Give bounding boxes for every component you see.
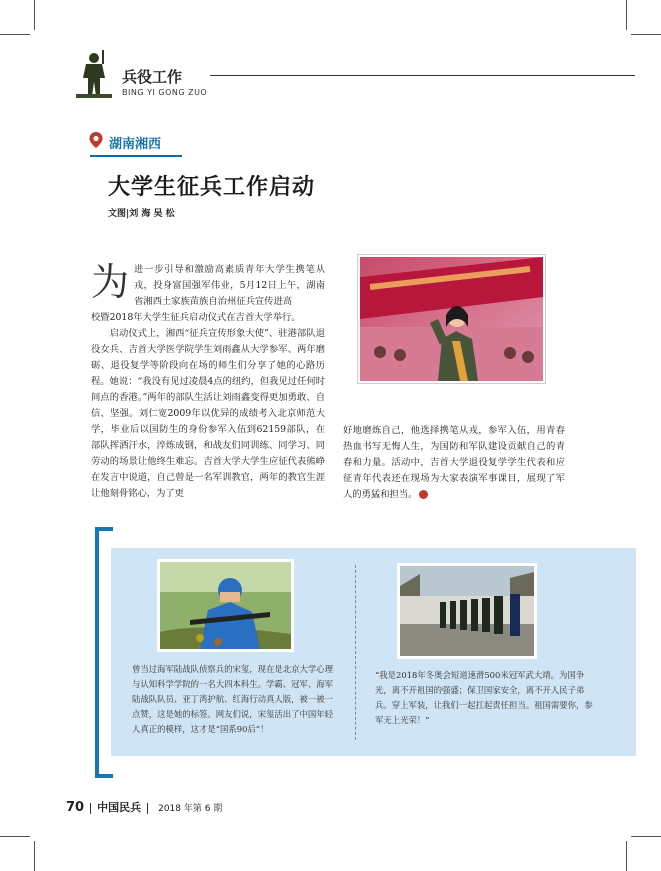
photo-salute [358, 255, 545, 383]
panel-divider [355, 565, 356, 740]
photo-salute-image [360, 257, 543, 381]
crop-mark [0, 34, 30, 35]
crop-mark [34, 0, 35, 30]
crop-mark [34, 841, 35, 871]
caption-right: “我是2018年冬奥会短道速滑500米冠军武大靖。为国争光，离不开祖国的强盛；保卫国家安全，离不开人民子弟兵。穿上军装，让我们一起扛起责任担当。祖国需要你，参军无上光荣！” [375, 670, 593, 725]
footer-separator [90, 803, 91, 814]
article-byline: 文图|刘 海 吴 松 [108, 209, 175, 219]
location-pin-icon [88, 131, 104, 149]
column-left [91, 310, 325, 502]
section-pinyin: BING YI GONG ZUO [122, 88, 208, 97]
crop-mark [626, 841, 627, 871]
photo-marine [157, 559, 294, 652]
paragraph-1-rest: 校暨2018年大学生征兵启动仪式在吉首大学举行。 [91, 312, 301, 323]
crop-mark [631, 836, 661, 837]
crop-mark [626, 0, 627, 30]
paragraph-1-lead: 进一步引导和激励高素质青年大学生携笔从戎，投身富国强军伟业，5月12日上午，湖南省湘西土家族苗族自治州征兵宣传进高 [134, 264, 325, 307]
column-right [343, 423, 565, 503]
caption-left: 曾当过海军陆战队侦察兵的宋玺，现在是北京大学心理与认知科学学院的一名大四本科生。学霸、冠军、海军陆战队队员、亚丁湾护航、红海行动真人版，被一被一点赞，这是她的标签。网友们说，宋玺活出了中国年轻人真正的模样，这才是“国系90后”！ [132, 664, 333, 734]
end-mark-icon [419, 490, 428, 499]
paragraph-2: 启动仪式上，湘西“征兵宣传形象大使”、驻港部队退役女兵、吉首大学医学院学生刘雨鑫从大学参军、两年磨砺、退役复学等阶段向在场的师生们分享了她的心路历程。她说：“我没有见过凌晨4点的纽约，但我见过任何时间点的香港。”两年的部队生活让刘雨鑫变得更加勇敢、自信、坚强。刘仁宽2009年以优异的成绩考入北京师范大学，毕业后以国防生的身份参军入伍到62159部队，在部队挥洒汗水，淬炼成钢，和战友们同训练、同学习、同劳动的场景让他终生难忘。吉首大学大学生应征代表熊峥在发言中说道，自己曾是一名军训教官，两年的教官生涯让他刻骨铭心，为了更 [91, 328, 325, 499]
issue-label: 2018 年第 6 期 [158, 804, 223, 814]
paragraph-3: 好地磨炼自己，他选择携笔从戎，参军入伍，用青春热血书写无悔人生，为国防和军队建设贡献自己的青春和力量。活动中，吉首大学退役复学学生代表和应征青年代表还在现场为大家表演军事课目，展现了军人的勇猛和担当。 [343, 425, 565, 500]
photo-parade [397, 563, 537, 659]
region-label: 湖南湘西 [109, 137, 162, 152]
section-title: 兵役工作 [122, 68, 183, 86]
crop-mark [0, 836, 30, 837]
drop-cap: 为 [91, 260, 130, 304]
photo-marine-image [160, 562, 291, 649]
magazine-name: 中国民兵 [97, 801, 142, 814]
region-underline [90, 155, 182, 157]
photo-parade-image [400, 566, 534, 656]
article-headline: 大学生征兵工作启动 [108, 175, 316, 200]
page-number: 70 [66, 800, 85, 815]
crop-mark [631, 34, 661, 35]
page-footer [66, 799, 222, 815]
footer-separator [147, 803, 148, 814]
soldier-icon [72, 48, 116, 100]
paragraph-lead [134, 262, 325, 310]
header-rule [210, 75, 635, 76]
